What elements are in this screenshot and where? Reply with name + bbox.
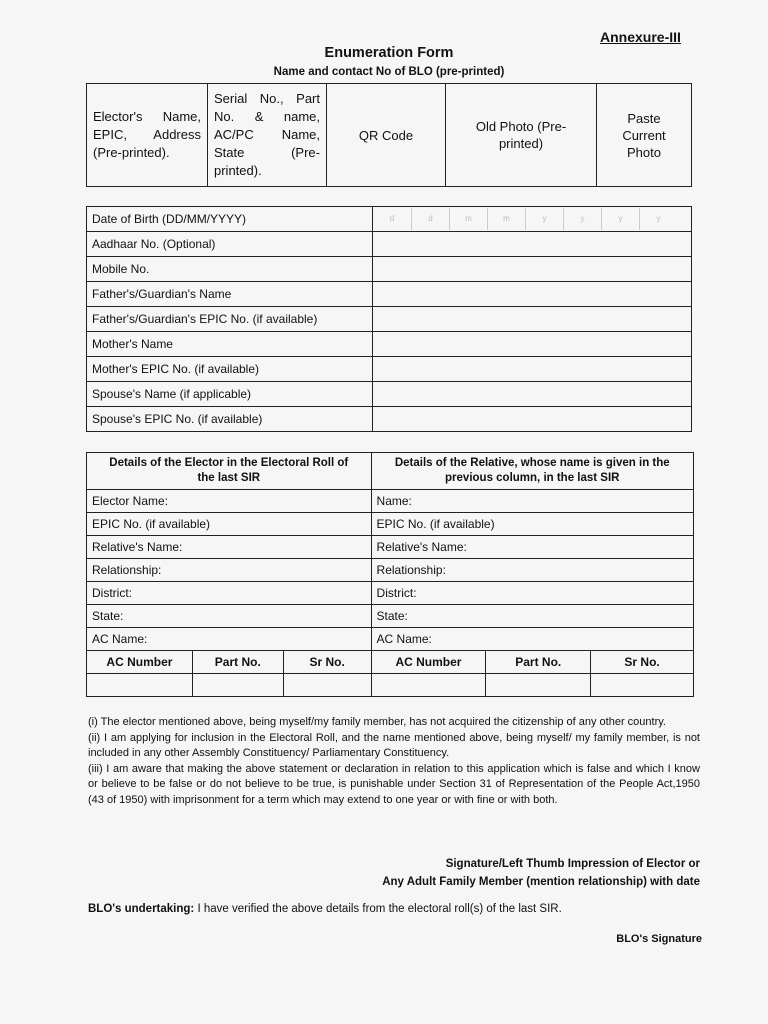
relative-ac-number-input[interactable] bbox=[371, 674, 486, 697]
relative-field[interactable]: AC Name: bbox=[371, 628, 693, 651]
declaration-item: (iii) I am aware that making the above statement or declaration in relation to this application which is false and which I know or believe to be false or do not believe to be true, is punishable under Section 31 of Representation of the People Act,1950 (43 of 1950) with imprisonment for a term which may extend to one year or with fine or with both. bbox=[88, 762, 700, 806]
relative-roll-header: Details of the Relative, whose name is given in the previous column, in the last SIR bbox=[371, 453, 693, 490]
declaration-item: (ii) I am applying for inclusion in the Electoral Roll, and the name mentioned above, being myself/ my family member, is not included in any other Assembly Constituency/ Parliamentary Constituency. bbox=[88, 731, 700, 760]
mother-name-input[interactable] bbox=[373, 332, 692, 357]
qr-code-label: QR Code bbox=[358, 127, 414, 143]
field-label: Aadhaar No. (Optional) bbox=[87, 232, 373, 257]
field-label: Father's/Guardian's EPIC No. (if available) bbox=[87, 307, 373, 332]
elector-field[interactable]: District: bbox=[87, 582, 372, 605]
signature-line-1: Signature/Left Thumb Impression of Elector or bbox=[445, 858, 700, 870]
relative-part-no-input[interactable] bbox=[486, 674, 591, 697]
aadhaar-input[interactable] bbox=[373, 232, 692, 257]
relative-field[interactable]: Name: bbox=[371, 490, 693, 513]
field-label: Father's/Guardian's Name bbox=[87, 282, 373, 307]
relative-field[interactable]: EPIC No. (if available) bbox=[371, 513, 693, 536]
field-label: Mother's Name bbox=[87, 332, 373, 357]
current-photo-cell[interactable] bbox=[597, 84, 692, 187]
field-label: Spouse's EPIC No. (if available) bbox=[87, 407, 373, 432]
sub-column-header: AC Number bbox=[87, 651, 193, 674]
elector-field[interactable]: Relative's Name: bbox=[87, 536, 372, 559]
relative-field[interactable]: District: bbox=[371, 582, 693, 605]
blo-signature-label: BLO's Signature bbox=[616, 933, 702, 945]
current-photo-label: Paste Current Photo bbox=[622, 110, 666, 160]
elector-field[interactable]: EPIC No. (if available) bbox=[87, 513, 372, 536]
sub-column-header: Sr No. bbox=[591, 651, 694, 674]
elector-info-text: Elector's Name, EPIC, Address (Pre-printed). bbox=[93, 109, 201, 160]
sub-column-header: Part No. bbox=[192, 651, 283, 674]
dob-digit-box[interactable]: m bbox=[487, 208, 525, 230]
dob-digit-box[interactable]: m bbox=[449, 208, 487, 230]
elector-roll-header: Details of the Elector in the Electoral Roll of the last SIR bbox=[87, 453, 372, 490]
father-epic-input[interactable] bbox=[373, 307, 692, 332]
relative-field[interactable]: State: bbox=[371, 605, 693, 628]
sr-no-input[interactable] bbox=[283, 674, 371, 697]
relative-field[interactable]: Relationship: bbox=[371, 559, 693, 582]
elector-field[interactable]: AC Name: bbox=[87, 628, 372, 651]
qr-code-cell bbox=[327, 84, 446, 187]
declarations bbox=[88, 715, 700, 809]
elector-signature-block bbox=[382, 855, 700, 891]
part-no-input[interactable] bbox=[192, 674, 283, 697]
elector-field[interactable]: Elector Name: bbox=[87, 490, 372, 513]
elector-info-cell bbox=[87, 84, 208, 187]
spouse-epic-input[interactable] bbox=[373, 407, 692, 432]
old-photo-cell bbox=[446, 84, 597, 187]
mother-epic-input[interactable] bbox=[373, 357, 692, 382]
dob-digit-box[interactable]: d bbox=[389, 214, 395, 223]
serial-info-cell bbox=[208, 84, 327, 187]
blo-undertaking bbox=[88, 903, 562, 915]
relative-sr-no-input[interactable] bbox=[591, 674, 694, 697]
relative-field[interactable]: Relative's Name: bbox=[371, 536, 693, 559]
dob-digit-box[interactable]: y bbox=[639, 208, 677, 230]
old-photo-label: Old Photo (Pre-printed) bbox=[475, 119, 567, 151]
field-label: Date of Birth (DD/MM/YYYY) bbox=[87, 207, 373, 232]
ac-number-input[interactable] bbox=[87, 674, 193, 697]
personal-details-table bbox=[86, 206, 692, 432]
form-subtitle: Name and contact No of BLO (pre-printed) bbox=[273, 66, 505, 78]
blo-undertaking-label: BLO's undertaking: bbox=[88, 903, 195, 915]
spouse-name-input[interactable] bbox=[373, 382, 692, 407]
dob-digit-box[interactable]: y bbox=[563, 208, 601, 230]
dob-input[interactable] bbox=[373, 207, 692, 232]
field-label: Spouse's Name (if applicable) bbox=[87, 382, 373, 407]
mobile-input[interactable] bbox=[373, 257, 692, 282]
dob-digit-box[interactable]: y bbox=[525, 208, 563, 230]
father-name-input[interactable] bbox=[373, 282, 692, 307]
declaration-item: (i) The elector mentioned above, being myself/my family member, has not acquired the citizenship of any other country. bbox=[88, 716, 666, 728]
field-label: Mother's EPIC No. (if available) bbox=[87, 357, 373, 382]
elector-field[interactable]: State: bbox=[87, 605, 372, 628]
annexure-label: Annexure-III bbox=[600, 29, 681, 45]
serial-info-text: Serial No., Part No. & name, AC/PC Name, State (Pre-printed). bbox=[214, 91, 320, 178]
dob-digit-box[interactable]: d bbox=[411, 208, 449, 230]
dob-row bbox=[87, 207, 692, 232]
blo-undertaking-text: I have verified the above details from the electoral roll(s) of the last SIR. bbox=[194, 903, 562, 915]
signature-line-2: Any Adult Family Member (mention relationship) with date bbox=[382, 876, 700, 888]
electoral-roll-table bbox=[86, 452, 694, 697]
elector-field[interactable]: Relationship: bbox=[87, 559, 372, 582]
form-title: Enumeration Form bbox=[324, 45, 454, 61]
field-label: Mobile No. bbox=[87, 257, 373, 282]
sub-column-header: Part No. bbox=[486, 651, 591, 674]
sub-column-header: AC Number bbox=[371, 651, 486, 674]
id-table bbox=[86, 83, 692, 187]
sub-column-header: Sr No. bbox=[283, 651, 371, 674]
dob-digit-box[interactable]: y bbox=[601, 208, 639, 230]
